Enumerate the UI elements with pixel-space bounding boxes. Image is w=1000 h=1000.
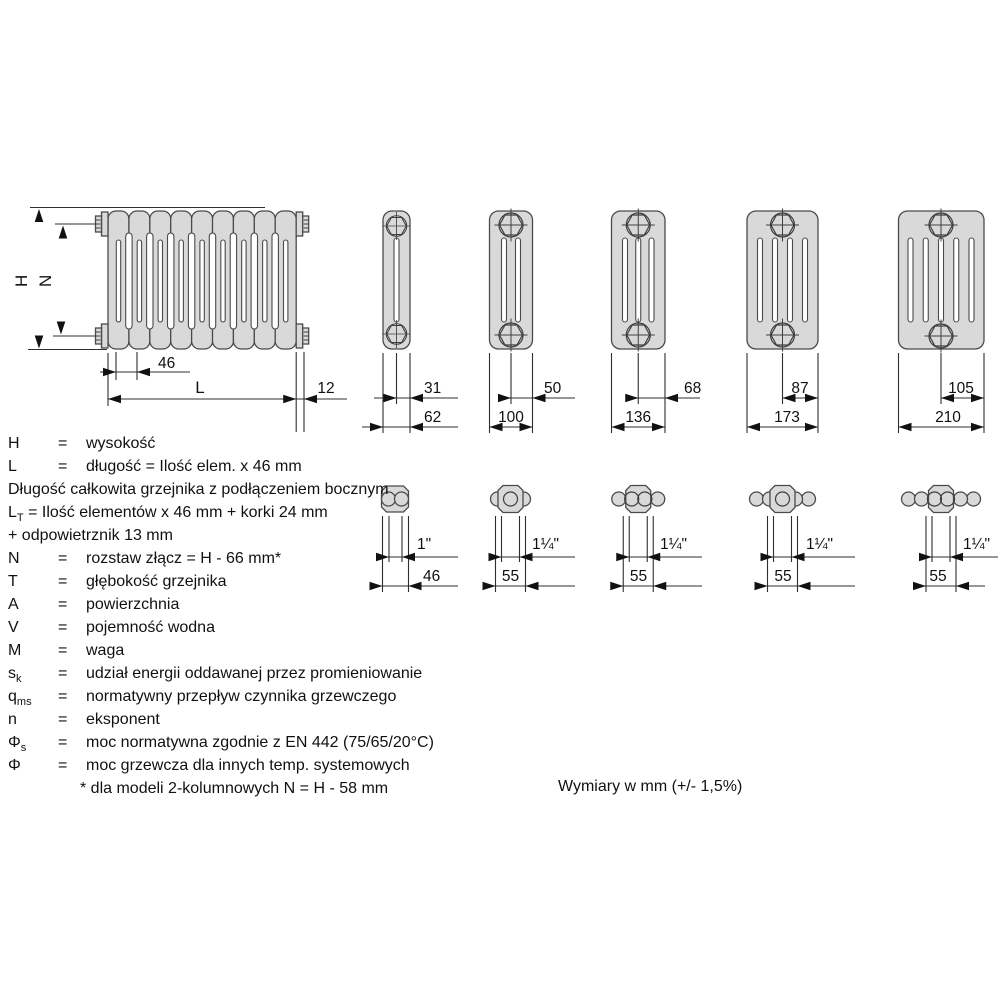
dim-label-136: 136 [625,409,652,426]
dim-label-55: 55 [774,568,792,585]
profile-2-column [362,211,458,433]
legend [8,432,528,800]
top-view-4-column [610,486,702,593]
dim-label-12: 12 [317,380,335,397]
side-plug-bottom-right [296,324,309,348]
dim-label-1-1-4inch: 1¼" [963,536,991,553]
dim-label-46-connection: 46 [423,568,441,585]
dim-label-62: 62 [424,409,442,426]
dim-label-50: 50 [544,380,562,397]
profile-5-column [747,209,818,434]
profile-4-column [612,209,702,434]
legend-row-M: M = waga [8,642,125,659]
legend-row-phi: Φ = moc grzewcza dla innych temp. systemowych [8,757,410,774]
legend-row-V: V = pojemność wodna [8,619,215,636]
dim-label-L: L [195,378,205,397]
dim-label-87: 87 [791,380,809,397]
dim-label-N: N [36,274,55,287]
dim-label-105: 105 [948,380,974,397]
legend-row-LT: $L_T$ = Ilość elementów x 46 mm + korki 24 mm [8,504,328,525]
legend-row-n: n = eksponent [8,711,160,728]
legend-row-N: N = rozstaw złącz = H - 66 mm* [8,550,282,567]
side-plug-top-left [96,212,109,236]
dim-label-68: 68 [684,380,702,397]
legend-row-air-vent: + odpowietrznik 13 mm [8,527,173,544]
dim-label-1-1-4inch: 1¼" [806,536,834,553]
side-plug-bottom-left [96,324,109,348]
dim-label-100: 100 [498,409,524,426]
legend-row-qms: $q_{ms}$ = normatywny przepływ czynnika grzewczego [8,688,397,709]
legend-row-phi-s: $\Phi_s$ = moc normatywna zgodnie z EN 442 (75/65/20°C) [8,734,434,755]
legend-row-sk: $s_k$ = udział energii oddawanej przez promieniowanie [8,665,423,686]
dim-label-1inch: 1" [417,536,432,553]
dim-label-1-1-4inch: 1¼" [532,536,560,553]
dim-label-46-pitch: 46 [158,355,176,372]
dim-label-1-1-4inch: 1¼" [660,536,688,553]
top-view-5-column [750,486,856,593]
legend-row-T: T = głębokość grzejnika [8,573,227,590]
dim-label-173: 173 [774,409,800,426]
radiator-front-view [96,211,309,349]
dim-label-210: 210 [935,409,961,426]
legend-row-total-length-note: Długość całkowita grzejnika z podłączeniem bocznym [8,481,389,498]
side-plug-top-right [296,212,309,236]
legend-row-H: H = wysokość [8,435,156,452]
profile-6-column [899,209,985,434]
dim-label-55: 55 [629,568,648,585]
dim-label-31: 31 [424,380,442,397]
dim-label-55: 55 [929,568,947,585]
legend-row-A: A = powierzchnia [8,596,180,613]
profile-3-column [490,209,576,434]
legend-row-L: L = długość = Ilość elem. x 46 mm [8,458,302,475]
top-view-6-column [902,486,999,593]
dim-label-H: H [12,274,31,287]
dimensions-tolerance-note: Wymiary w mm (+/- 1,5%) [558,778,743,795]
legend-row-footnote: * dla modeli 2-kolumnowych N = H - 58 mm [80,780,389,797]
dim-label-55: 55 [501,568,520,585]
